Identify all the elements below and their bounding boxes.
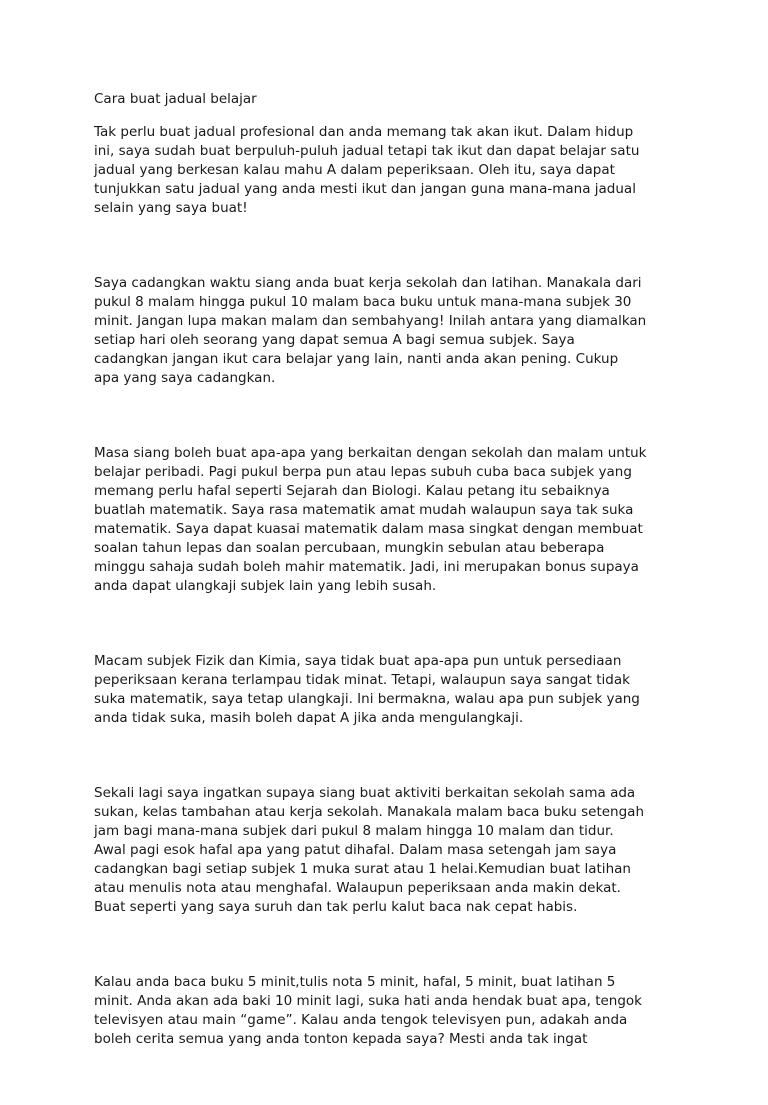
paragraph: Sekali lagi saya ingatkan supaya siang buat aktiviti berkaitan sekolah sama ada sukan, kelas tambahan atau kerja sekolah. Manakala malam baca buku setengah jam bagi mana-mana subjek dari pukul 8 malam hingga 10 malam dan tidur. Awal pagi esok hafal apa yang patut dihafal. Dalam masa setengah jam saya cadangkan bagi setiap subjek 1 muka surat atau 1 helai.Kemudian buat latihan atau menulis nota atau menghafal. Walaupun peperiksaan anda makin dekat. Buat seperti yang saya suruh dan tak perlu kalut baca nak cepat habis. [94, 785, 644, 915]
paragraph: Masa siang boleh buat apa-apa yang berkaitan dengan sekolah dan malam untuk belajar peribadi. Pagi pukul berpa pun atau lepas subuh cuba baca subjek yang memang perlu hafal seperti Sejarah dan Biologi. Kalau petang itu sebaiknya buatlah matematik. Saya rasa matematik amat mudah walaupun saya tak suka matematik. Saya dapat kuasai matematik dalam masa singkat dengan membuat soalan tahun lepas dan soalan percubaan, mungkin sebulan atau beberapa minggu sahaja sudah boleh mahir matematik. Jadi, ini merupakan bonus supaya anda dapat ulangkaji subjek lain yang lebih susah. [94, 445, 647, 594]
paragraph: Macam subjek Fizik dan Kimia, saya tidak buat apa-apa pun untuk persediaan peperiksaan kerana terlampau tidak minat. Tetapi, walaupun saya sangat tidak suka matematik, saya tetap ulangkaji. Ini bermakna, walau apa pun subjek yang anda tidak suka, masih boleh dapat A jika anda mengulangkaji. [94, 653, 640, 726]
paragraph: Kalau anda baca buku 5 minit,tulis nota 5 minit, hafal, 5 minit, buat latihan 5 minit. Anda akan ada baki 10 minit lagi, suka hati anda hendak buat apa, tengok televisyen atau main “game”. Kalau anda tengok televisyen pun, adakah anda boleh cerita semua yang anda tonton kepada saya? Mesti anda tak ingat [94, 974, 642, 1047]
document-title: Cara buat jadual belajar [94, 91, 257, 107]
paragraph: Saya cadangkan waktu siang anda buat kerja sekolah dan latihan. Manakala dari pukul 8 malam hingga pukul 10 malam baca buku untuk mana-mana subjek 30 minit. Jangan lupa makan malam dan sembahyang! Inilah antara yang diamalkan setiap hari oleh seorang yang dapat semua A bagi semua subjek. Saya cadangkan jangan ikut cara belajar yang lain, nanti anda akan pening. Cukup apa yang saya cadangkan. [94, 275, 647, 386]
paragraph: Tak perlu buat jadual profesional dan anda memang tak akan ikut. Dalam hidup ini, saya sudah buat berpuluh-puluh jadual tetapi tak ikut dan dapat belajar satu jadual yang berkesan kalau mahu A dalam peperiksaan. Oleh itu, saya dapat tunjukkan satu jadual yang anda mesti ikut dan jangan guna mana-mana jadual selain yang saya buat! [94, 124, 640, 216]
document-page [94, 90, 694, 1105]
